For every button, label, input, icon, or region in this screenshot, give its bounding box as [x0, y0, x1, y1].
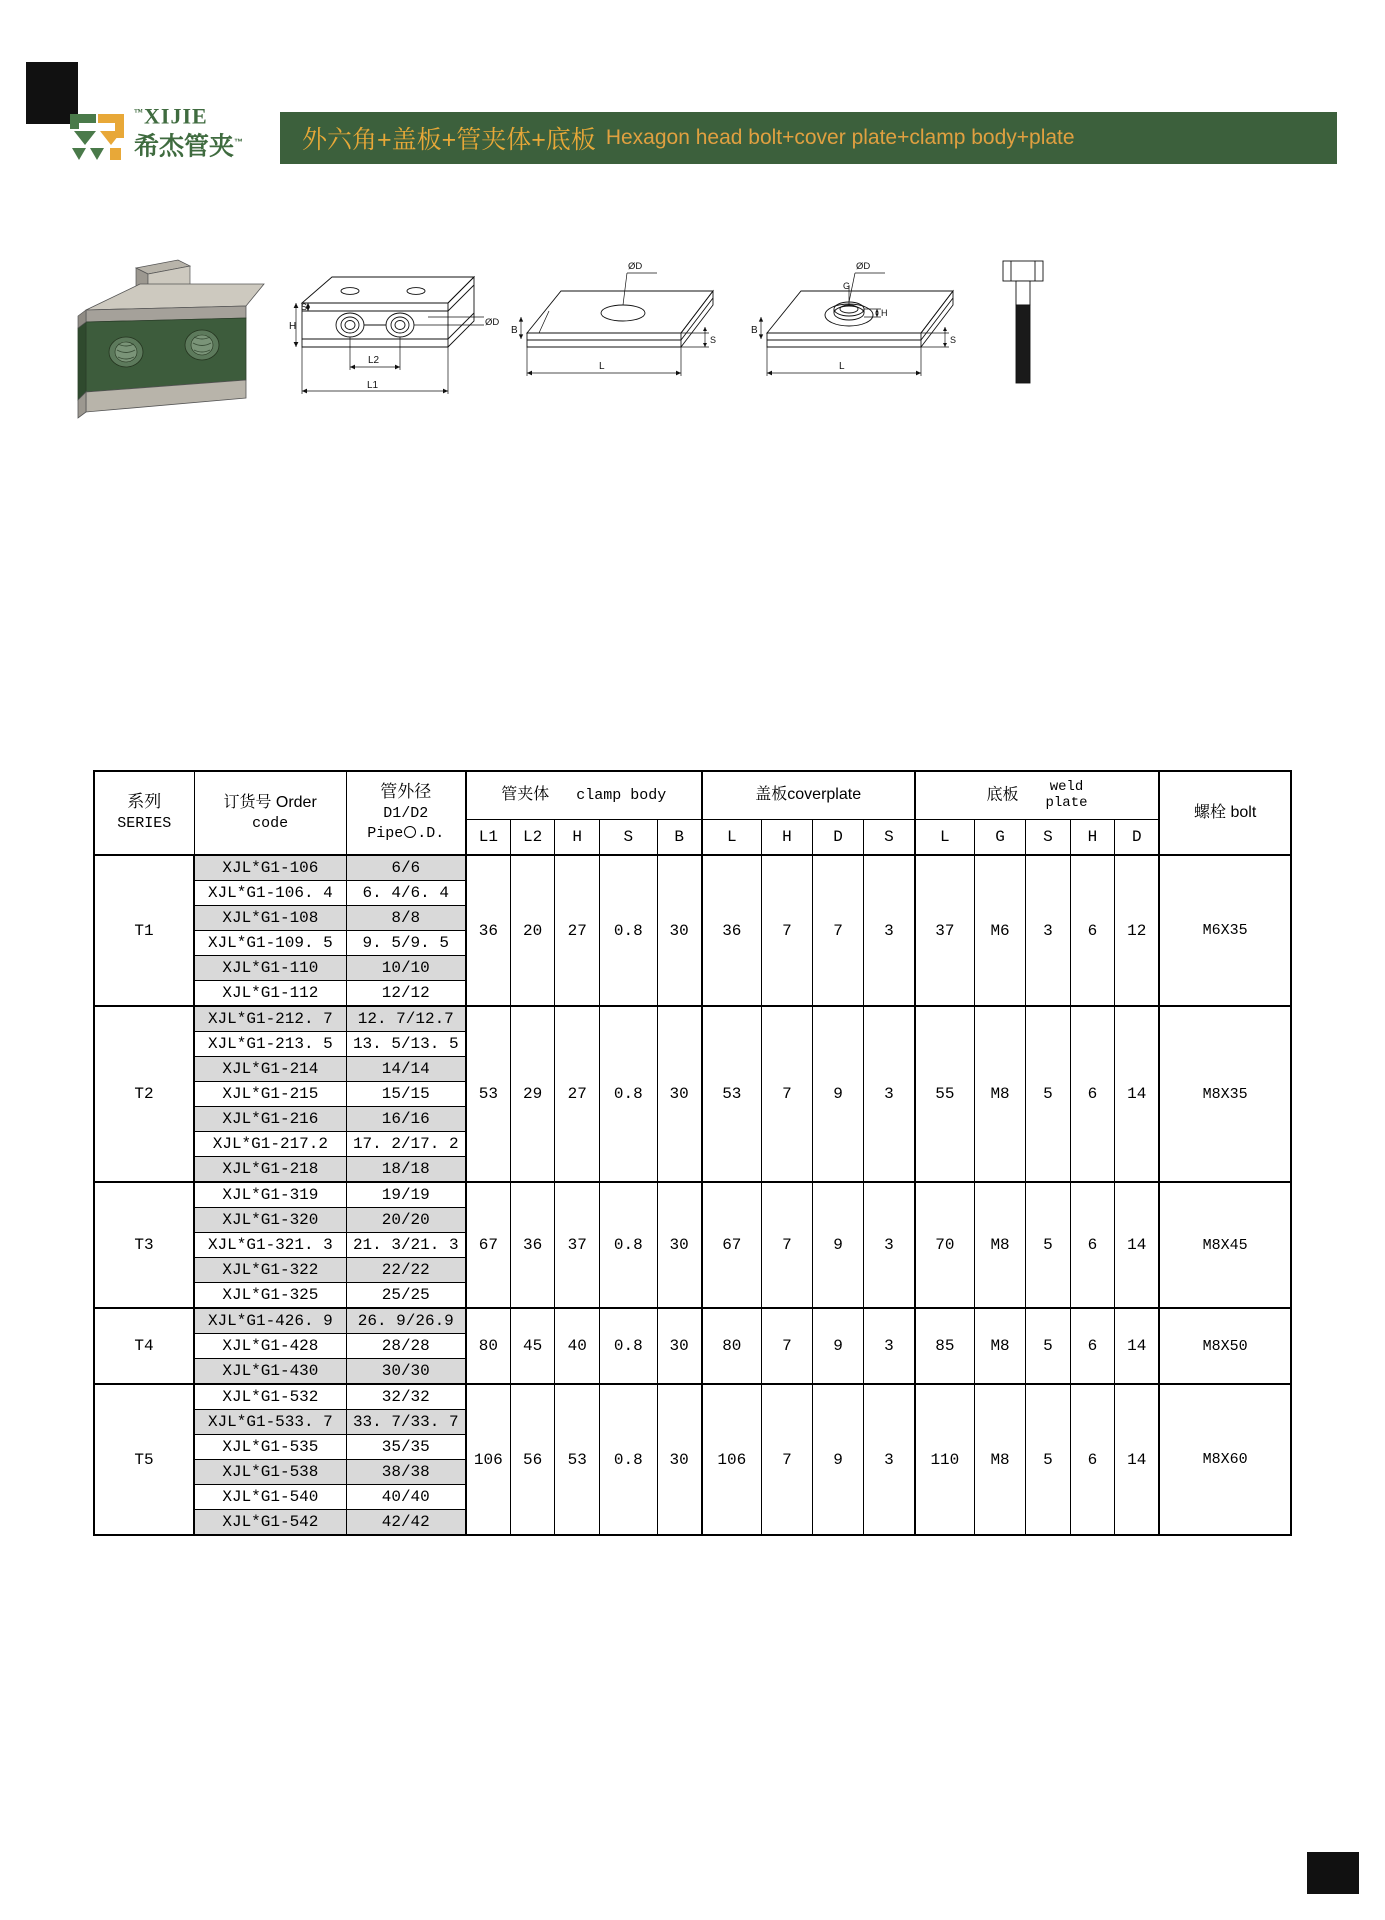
title-bar: [280, 112, 1337, 164]
value-weld-h: 6: [1070, 1384, 1115, 1535]
subheader-cover-l: L: [702, 820, 762, 856]
order-code-cell: XJL*G1-112: [194, 981, 346, 1007]
series-name-t4: T4: [94, 1308, 194, 1384]
subheader-clamp-l2: L2: [510, 820, 555, 856]
specification-table-wrapper: [93, 770, 1293, 1536]
table-row: [94, 1182, 1291, 1208]
value-clamp-l1: 80: [466, 1308, 511, 1384]
svg-text:H: H: [289, 321, 297, 332]
order-code-cell: XJL*G1-540: [194, 1485, 346, 1510]
value-clamp-s: 0.8: [599, 1182, 657, 1308]
series-name-t5: T5: [94, 1384, 194, 1535]
trademark-symbol: ™: [134, 107, 144, 117]
subheader-weld-l: L: [915, 820, 975, 856]
series-name-t3: T3: [94, 1182, 194, 1308]
value-clamp-l2: 56: [510, 1384, 555, 1535]
value-clamp-l2: 36: [510, 1182, 555, 1308]
value-cover-h: 7: [761, 1006, 812, 1182]
table-header-group-row: [94, 771, 1291, 820]
value-clamp-h: 53: [555, 1384, 600, 1535]
order-code-cell: XJL*G1-106. 4: [194, 881, 346, 906]
svg-text:ØD: ØD: [485, 317, 500, 328]
value-weld-s: 5: [1026, 1308, 1071, 1384]
value-clamp-l1: 36: [466, 855, 511, 1006]
brand-name-en: ™XIJIE: [134, 103, 208, 129]
pipe-od-cell: 25/25: [346, 1283, 466, 1309]
brand-name-cn: 希杰管夹™: [134, 132, 244, 161]
value-cover-d: 9: [813, 1308, 864, 1384]
svg-text:L: L: [839, 361, 845, 372]
value-bolt: M8X50: [1159, 1308, 1291, 1384]
drawing-weld-plate: [745, 255, 975, 415]
svg-text:G: G: [843, 281, 851, 291]
pipe-od-cell: 21. 3/21. 3: [346, 1233, 466, 1258]
subheader-clamp-b: B: [657, 820, 702, 856]
value-cover-l: 106: [702, 1384, 762, 1535]
value-weld-s: 5: [1026, 1384, 1071, 1535]
value-weld-g: M8: [975, 1308, 1026, 1384]
subheader-clamp-l1: L1: [466, 820, 511, 856]
value-cover-d: 9: [813, 1182, 864, 1308]
value-cover-s: 3: [864, 1384, 915, 1535]
value-clamp-s: 0.8: [599, 1384, 657, 1535]
subheader-weld-s: S: [1026, 820, 1071, 856]
value-clamp-l1: 67: [466, 1182, 511, 1308]
pipe-od-cell: 30/30: [346, 1359, 466, 1385]
table-row: [94, 1384, 1291, 1410]
pipe-od-cell: 40/40: [346, 1485, 466, 1510]
value-weld-h: 6: [1070, 855, 1115, 1006]
value-clamp-s: 0.8: [599, 855, 657, 1006]
value-cover-l: 67: [702, 1182, 762, 1308]
order-code-cell: XJL*G1-325: [194, 1283, 346, 1309]
table-row: [94, 855, 1291, 881]
order-code-cell: XJL*G1-217.2: [194, 1132, 346, 1157]
svg-text:S: S: [950, 335, 957, 345]
svg-text:L1: L1: [367, 380, 379, 391]
value-cover-s: 3: [864, 1182, 915, 1308]
header-cover-plate: 盖板coverplate: [702, 771, 915, 820]
value-weld-h: 6: [1070, 1006, 1115, 1182]
subheader-weld-g: G: [975, 820, 1026, 856]
pipe-od-cell: 17. 2/17. 2: [346, 1132, 466, 1157]
subheader-clamp-s: S: [599, 820, 657, 856]
svg-text:B: B: [511, 325, 518, 336]
series-name-t2: T2: [94, 1006, 194, 1182]
value-clamp-h: 27: [555, 1006, 600, 1182]
specification-table: [93, 770, 1292, 1536]
value-clamp-l2: 45: [510, 1308, 555, 1384]
header-order-code: 订货号 Order code: [194, 771, 346, 855]
svg-text:L2: L2: [368, 355, 380, 366]
series-name-t1: T1: [94, 855, 194, 1006]
svg-text:B: B: [751, 325, 758, 336]
value-weld-s: 5: [1026, 1006, 1071, 1182]
order-code-cell: XJL*G1-319: [194, 1182, 346, 1208]
header-series: 系列 SERIES: [94, 771, 194, 855]
order-code-cell: XJL*G1-538: [194, 1460, 346, 1485]
header-bolt: 螺栓 bolt: [1159, 771, 1291, 855]
order-code-cell: XJL*G1-533. 7: [194, 1410, 346, 1435]
value-clamp-l2: 29: [510, 1006, 555, 1182]
pipe-od-cell: 13. 5/13. 5: [346, 1032, 466, 1057]
value-weld-l: 110: [915, 1384, 975, 1535]
pipe-od-cell: 32/32: [346, 1384, 466, 1410]
corner-mark-bottom-right: [1307, 1852, 1359, 1894]
value-weld-s: 3: [1026, 855, 1071, 1006]
order-code-cell: XJL*G1-532: [194, 1384, 346, 1410]
order-code-cell: XJL*G1-430: [194, 1359, 346, 1385]
value-weld-l: 70: [915, 1182, 975, 1308]
value-weld-d: 14: [1115, 1308, 1160, 1384]
order-code-cell: XJL*G1-322: [194, 1258, 346, 1283]
pipe-od-cell: 26. 9/26.9: [346, 1308, 466, 1334]
pipe-od-cell: 19/19: [346, 1182, 466, 1208]
pipe-od-cell: 16/16: [346, 1107, 466, 1132]
value-bolt: M8X60: [1159, 1384, 1291, 1535]
order-code-cell: XJL*G1-218: [194, 1157, 346, 1183]
subheader-weld-h: H: [1070, 820, 1115, 856]
order-code-cell: XJL*G1-216: [194, 1107, 346, 1132]
value-cover-h: 7: [761, 1308, 812, 1384]
brand-text: [134, 100, 274, 161]
value-weld-h: 6: [1070, 1182, 1115, 1308]
table-row: [94, 1006, 1291, 1032]
value-weld-g: M8: [975, 1384, 1026, 1535]
value-weld-l: 85: [915, 1308, 975, 1384]
svg-text:S: S: [710, 335, 717, 345]
pipe-od-cell: 35/35: [346, 1435, 466, 1460]
order-code-cell: XJL*G1-215: [194, 1082, 346, 1107]
title-cn: 外六角+盖板+管夹体+底板: [302, 126, 596, 154]
value-weld-g: M8: [975, 1006, 1026, 1182]
subheader-cover-h: H: [761, 820, 812, 856]
header-weld-plate: 底板 weld plate: [915, 771, 1160, 820]
value-weld-d: 14: [1115, 1182, 1160, 1308]
drawing-cover-plate: [505, 255, 735, 415]
value-clamp-l1: 106: [466, 1384, 511, 1535]
pipe-od-cell: 12/12: [346, 981, 466, 1007]
order-code-cell: XJL*G1-212. 7: [194, 1006, 346, 1032]
pipe-od-cell: 6/6: [346, 855, 466, 881]
svg-text:H: H: [881, 308, 888, 318]
subheader-cover-d: D: [813, 820, 864, 856]
order-code-cell: XJL*G1-108: [194, 906, 346, 931]
order-code-cell: XJL*G1-428: [194, 1334, 346, 1359]
value-cover-d: 7: [813, 855, 864, 1006]
svg-text:ØD: ØD: [856, 261, 871, 272]
value-bolt: M8X45: [1159, 1182, 1291, 1308]
value-cover-l: 36: [702, 855, 762, 1006]
value-clamp-b: 30: [657, 855, 702, 1006]
value-weld-h: 6: [1070, 1308, 1115, 1384]
order-code-cell: XJL*G1-213. 5: [194, 1032, 346, 1057]
value-clamp-h: 40: [555, 1308, 600, 1384]
specification-table-body: [94, 855, 1291, 1535]
svg-text:S: S: [301, 302, 308, 312]
value-clamp-h: 27: [555, 855, 600, 1006]
value-weld-d: 14: [1115, 1006, 1160, 1182]
pipe-od-cell: 10/10: [346, 956, 466, 981]
pipe-od-cell: 42/42: [346, 1510, 466, 1536]
value-cover-l: 80: [702, 1308, 762, 1384]
value-clamp-s: 0.8: [599, 1308, 657, 1384]
technical-drawings: [0, 255, 1385, 475]
order-code-cell: XJL*G1-214: [194, 1057, 346, 1082]
pipe-od-cell: 15/15: [346, 1082, 466, 1107]
value-cover-d: 9: [813, 1384, 864, 1535]
value-clamp-b: 30: [657, 1384, 702, 1535]
pipe-od-cell: 28/28: [346, 1334, 466, 1359]
order-code-cell: XJL*G1-426. 9: [194, 1308, 346, 1334]
value-clamp-h: 37: [555, 1182, 600, 1308]
order-code-cell: XJL*G1-320: [194, 1208, 346, 1233]
drawing-hex-bolt: [985, 245, 1075, 405]
value-weld-s: 5: [1026, 1182, 1071, 1308]
table-row: [94, 1308, 1291, 1334]
pipe-od-cell: 14/14: [346, 1057, 466, 1082]
subheader-cover-s: S: [864, 820, 915, 856]
pipe-od-cell: 20/20: [346, 1208, 466, 1233]
order-code-cell: XJL*G1-535: [194, 1435, 346, 1460]
header-pipe-od-en: Pipe .D.: [367, 825, 445, 843]
value-weld-l: 55: [915, 1006, 975, 1182]
drawing-assembly-3d: [50, 240, 280, 425]
drawing-clamp-body: [288, 255, 508, 415]
value-cover-s: 3: [864, 1006, 915, 1182]
header-pipe-od: 管外径 D1/D2 Pipe .D.: [346, 771, 466, 855]
value-weld-d: 14: [1115, 1384, 1160, 1535]
page-header: [0, 100, 1385, 166]
value-clamp-s: 0.8: [599, 1006, 657, 1182]
value-clamp-b: 30: [657, 1182, 702, 1308]
value-weld-g: M8: [975, 1182, 1026, 1308]
svg-text:ØD: ØD: [628, 261, 643, 272]
value-clamp-b: 30: [657, 1308, 702, 1384]
value-clamp-l1: 53: [466, 1006, 511, 1182]
value-clamp-l2: 20: [510, 855, 555, 1006]
order-code-cell: XJL*G1-110: [194, 956, 346, 981]
value-weld-d: 12: [1115, 855, 1160, 1006]
pipe-od-cell: 12. 7/12.7: [346, 1006, 466, 1032]
order-code-cell: XJL*G1-321. 3: [194, 1233, 346, 1258]
value-bolt: M6X35: [1159, 855, 1291, 1006]
diameter-circle-icon: [404, 826, 416, 838]
order-code-cell: XJL*G1-106: [194, 855, 346, 881]
value-weld-g: M6: [975, 855, 1026, 1006]
value-cover-s: 3: [864, 1308, 915, 1384]
pipe-od-cell: 9. 5/9. 5: [346, 931, 466, 956]
value-cover-h: 7: [761, 1384, 812, 1535]
title-en: Hexagon head bolt+cover plate+clamp body+plate: [605, 126, 1075, 149]
pipe-od-cell: 33. 7/33. 7: [346, 1410, 466, 1435]
value-cover-d: 9: [813, 1006, 864, 1182]
pipe-od-cell: 8/8: [346, 906, 466, 931]
svg-text:L: L: [599, 361, 605, 372]
trademark-symbol-2: ™: [234, 137, 244, 148]
subheader-clamp-h: H: [555, 820, 600, 856]
value-cover-h: 7: [761, 855, 812, 1006]
pipe-od-cell: 22/22: [346, 1258, 466, 1283]
pipe-od-cell: 18/18: [346, 1157, 466, 1183]
brand-logo: [68, 100, 273, 166]
value-cover-l: 53: [702, 1006, 762, 1182]
value-cover-s: 3: [864, 855, 915, 1006]
value-bolt: M8X35: [1159, 1006, 1291, 1182]
value-weld-l: 37: [915, 855, 975, 1006]
value-cover-h: 7: [761, 1182, 812, 1308]
header-clamp-body: 管夹体 clamp body: [466, 771, 702, 820]
pipe-od-cell: 6. 4/6. 4: [346, 881, 466, 906]
subheader-weld-d: D: [1115, 820, 1160, 856]
value-clamp-b: 30: [657, 1006, 702, 1182]
pipe-od-cell: 38/38: [346, 1460, 466, 1485]
xijie-logo-icon: [68, 106, 130, 162]
order-code-cell: XJL*G1-542: [194, 1510, 346, 1536]
order-code-cell: XJL*G1-109. 5: [194, 931, 346, 956]
